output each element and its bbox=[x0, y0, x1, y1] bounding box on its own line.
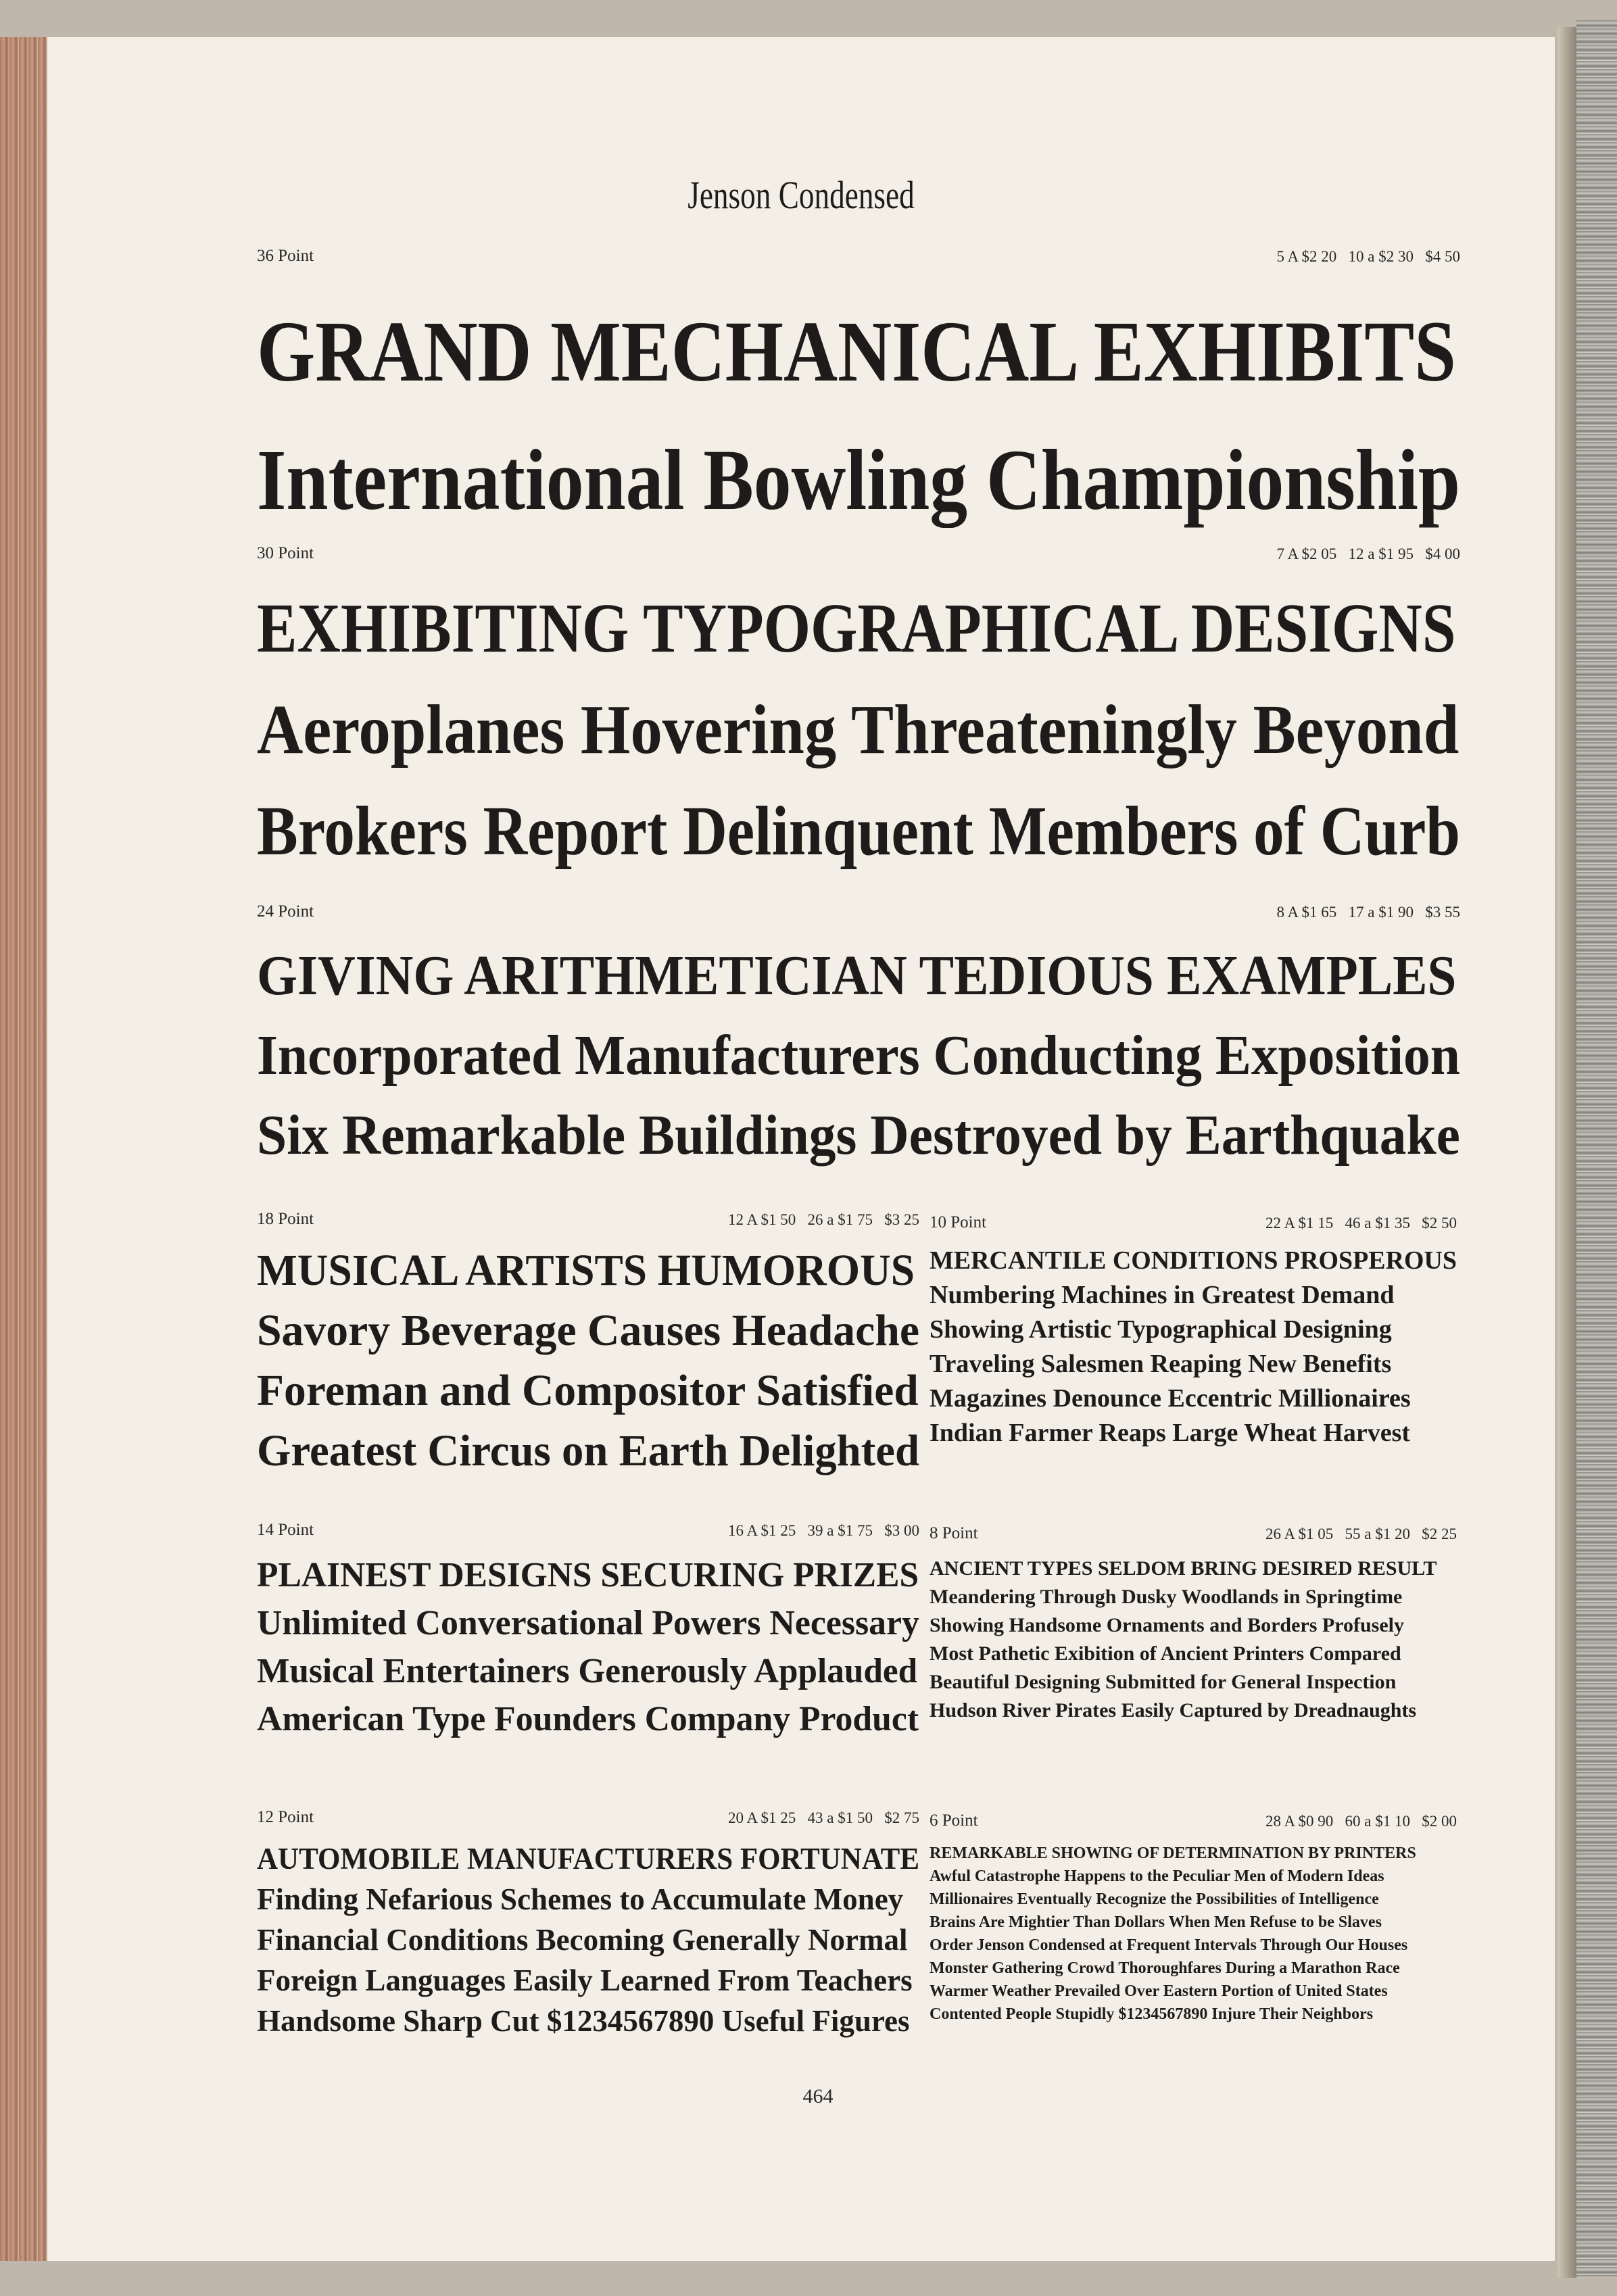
specimen-line: Six Remarkable Buildings Destroyed by Earthquake bbox=[257, 1104, 1460, 1167]
price-label: 12 A $1 50 26 a $1 75 $3 25 bbox=[727, 1211, 919, 1228]
specimen-block-s24 bbox=[257, 902, 1460, 1175]
specimen-line: Meandering Through Dusky Woodlands in Springtime bbox=[930, 1586, 1403, 1608]
price-label: 8 A $1 65 17 a $1 90 $3 55 bbox=[1276, 904, 1460, 921]
specimen-line: MERCANTILE CONDITIONS PROSPEROUS bbox=[930, 1246, 1457, 1275]
specimen-line: Savory Beverage Causes Headache bbox=[257, 1306, 920, 1355]
specimen-block-s36 bbox=[257, 247, 1460, 544]
price-label: 28 A $0 90 60 a $1 10 $2 00 bbox=[1265, 1813, 1457, 1830]
page-number: 464 bbox=[802, 2085, 834, 2107]
specimen-line: Traveling Salesmen Reaping New Benefits bbox=[930, 1350, 1392, 1378]
specimen-block-s12 bbox=[257, 1808, 919, 2041]
specimen-line: MUSICAL ARTISTS HUMOROUS bbox=[257, 1246, 915, 1295]
specimen-line: Finding Nefarious Schemes to Accumulate Money bbox=[257, 1882, 904, 1916]
page-title: Jenson Condensed bbox=[687, 173, 915, 217]
specimen-line: Greatest Circus on Earth Delighted bbox=[257, 1426, 920, 1475]
point-size-label: 10 Point bbox=[930, 1213, 987, 1231]
book-gutter-shadow bbox=[1558, 27, 1576, 2278]
specimen-line: Warmer Weather Prevailed Over Eastern Portion of United States bbox=[930, 1982, 1388, 2000]
specimen-block-s18 bbox=[257, 1210, 919, 1481]
price-label: 22 A $1 15 46 a $1 35 $2 50 bbox=[1265, 1215, 1457, 1231]
specimen-line: ANCIENT TYPES SELDOM BRING DESIRED RESULT bbox=[930, 1557, 1437, 1580]
specimen-line: American Type Founders Company Product bbox=[257, 1700, 919, 1738]
specimen-line: Beautiful Designing Submitted for General Inspection bbox=[930, 1671, 1397, 1693]
specimen-line: Monster Gathering Crowd Thoroughfares During a Marathon Race bbox=[930, 1959, 1400, 1977]
specimen-line: Foreman and Compositor Satisfied bbox=[257, 1366, 919, 1415]
point-size-label: 12 Point bbox=[257, 1808, 314, 1826]
specimen-block-s8 bbox=[930, 1524, 1457, 1725]
specimen-block-s10 bbox=[930, 1213, 1457, 1450]
price-label: 20 A $1 25 43 a $1 50 $2 75 bbox=[727, 1809, 919, 1826]
specimen-line: PLAINEST DESIGNS SECURING PRIZES bbox=[257, 1556, 919, 1594]
specimen-line: Most Pathetic Exibition of Ancient Printers Compared bbox=[930, 1642, 1401, 1665]
specimen-line: Contented People Stupidly $1234567890 Injure Their Neighbors bbox=[930, 2005, 1374, 2023]
price-label: 5 A $2 20 10 a $2 30 $4 50 bbox=[1276, 248, 1460, 265]
point-size-label: 36 Point bbox=[257, 247, 314, 265]
book-page-edges-left bbox=[0, 37, 47, 2261]
price-label: 26 A $1 05 55 a $1 20 $2 25 bbox=[1265, 1525, 1457, 1542]
specimen-line: Numbering Machines in Greatest Demand bbox=[930, 1281, 1395, 1309]
specimen-line: Showing Artistic Typographical Designing bbox=[930, 1315, 1392, 1344]
specimen-page bbox=[47, 37, 1555, 2261]
specimen-line: Musical Entertainers Generously Applauded bbox=[257, 1652, 918, 1690]
specimen-line: EXHIBITING TYPOGRAPHICAL DESIGNS bbox=[257, 589, 1456, 667]
specimen-line: Hudson River Pirates Easily Captured by Dreadnaughts bbox=[930, 1699, 1417, 1721]
point-size-label: 14 Point bbox=[257, 1521, 314, 1539]
point-size-label: 30 Point bbox=[257, 544, 314, 562]
specimen-line: GIVING ARITHMETICIAN TEDIOUS EXAMPLES bbox=[257, 944, 1457, 1007]
specimen-line: Awful Catastrophe Happens to the Peculiar Men of Modern Ideas bbox=[930, 1867, 1384, 1885]
specimen-line: GRAND MECHANICAL EXHIBITS bbox=[257, 303, 1456, 399]
book-page-edges-right bbox=[1576, 20, 1617, 2278]
price-label: 7 A $2 05 12 a $1 95 $4 00 bbox=[1276, 545, 1460, 562]
specimen-line: Foreign Languages Easily Learned From Teachers bbox=[257, 1963, 913, 1997]
specimen-line: Incorporated Manufacturers Conducting Exposition bbox=[257, 1024, 1460, 1087]
specimen-block-s30 bbox=[257, 544, 1460, 882]
specimen-line: REMARKABLE SHOWING OF DETERMINATION BY PRINTERS bbox=[930, 1845, 1416, 1862]
specimen-line: Handsome Sharp Cut $1234567890 Useful Figures bbox=[257, 2004, 910, 2038]
specimen-line: Showing Handsome Ornaments and Borders Profusely bbox=[930, 1614, 1405, 1636]
point-size-label: 18 Point bbox=[257, 1210, 314, 1228]
specimen-line: Brokers Report Delinquent Members of Curb bbox=[257, 792, 1461, 870]
specimen-line: Brains Are Mightier Than Dollars When Men Refuse to be Slaves bbox=[930, 1913, 1382, 1931]
specimen-line: AUTOMOBILE MANUFACTURERS FORTUNATE bbox=[257, 1842, 920, 1876]
point-size-label: 6 Point bbox=[930, 1811, 978, 1830]
specimen-line: Unlimited Conversational Powers Necessary bbox=[257, 1604, 919, 1642]
specimen-line: Aeroplanes Hovering Threateningly Beyond bbox=[257, 691, 1459, 768]
specimen-line: Magazines Denounce Eccentric Millionaires bbox=[930, 1384, 1411, 1413]
price-label: 16 A $1 25 39 a $1 75 $3 00 bbox=[727, 1522, 919, 1539]
specimen-block-s6 bbox=[930, 1811, 1457, 2026]
specimen-line: Order Jenson Condensed at Frequent Intervals Through Our Houses bbox=[930, 1936, 1408, 1954]
point-size-label: 24 Point bbox=[257, 902, 314, 921]
specimen-line: International Bowling Championship bbox=[257, 432, 1460, 528]
specimen-line: Financial Conditions Becoming Generally Normal bbox=[257, 1923, 908, 1957]
point-size-label: 8 Point bbox=[930, 1524, 978, 1542]
specimen-block-s14 bbox=[257, 1521, 919, 1743]
specimen-line: Indian Farmer Reaps Large Wheat Harvest bbox=[930, 1419, 1411, 1447]
specimen-line: Millionaires Eventually Recognize the Possibilities of Intelligence bbox=[930, 1890, 1379, 1908]
